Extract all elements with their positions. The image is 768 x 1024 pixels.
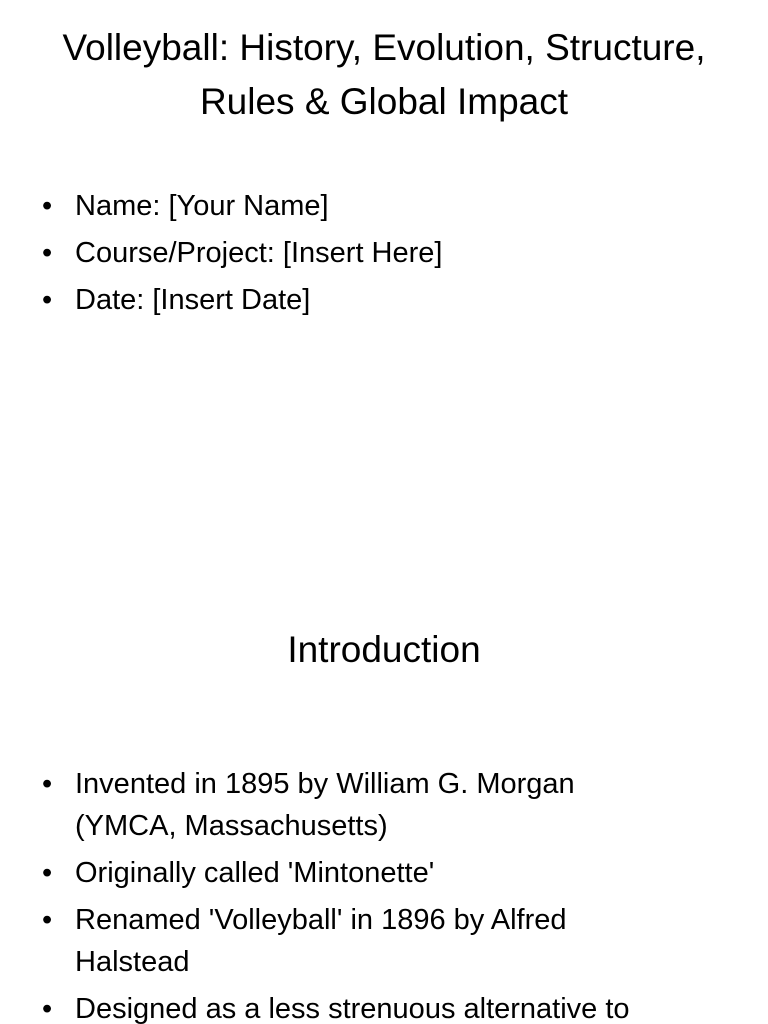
bullet-text: Renamed 'Volleyball' in 1896 by Alfred Halstead bbox=[75, 904, 567, 978]
list-item bbox=[42, 232, 682, 274]
bullet-dot-icon: • bbox=[42, 284, 53, 316]
bullet-text: Invented in 1895 by William G. Morgan (YMCA, Massachusetts) bbox=[75, 768, 575, 842]
bullet-dot-icon: • bbox=[42, 237, 53, 269]
list-item bbox=[42, 899, 682, 983]
list-item bbox=[42, 988, 682, 1024]
bullet-dot-icon: • bbox=[42, 904, 53, 936]
list-item bbox=[42, 279, 682, 321]
list-item bbox=[42, 763, 682, 847]
bullet-list bbox=[42, 763, 682, 1024]
bullet-text: Date: [Insert Date] bbox=[75, 284, 311, 316]
list-item bbox=[42, 852, 682, 894]
slide-title: Introduction bbox=[287, 629, 481, 670]
slide-introduction bbox=[0, 576, 768, 1024]
bullet-text: Course/Project: [Insert Here] bbox=[75, 237, 443, 269]
bullet-text: Designed as a less strenuous alternative to bbox=[75, 993, 630, 1024]
bullet-dot-icon: • bbox=[42, 190, 53, 222]
bullet-text: Name: [Your Name] bbox=[75, 190, 329, 222]
bullet-dot-icon: • bbox=[42, 768, 53, 800]
bullet-dot-icon: • bbox=[42, 857, 53, 889]
bullet-text: Originally called 'Mintonette' bbox=[75, 857, 435, 889]
list-item bbox=[42, 185, 682, 227]
bullet-list bbox=[42, 185, 682, 326]
bullet-dot-icon: • bbox=[42, 993, 53, 1024]
slide-title: Volleyball: History, Evolution, Structure, Rules & Global Impact bbox=[62, 27, 706, 122]
